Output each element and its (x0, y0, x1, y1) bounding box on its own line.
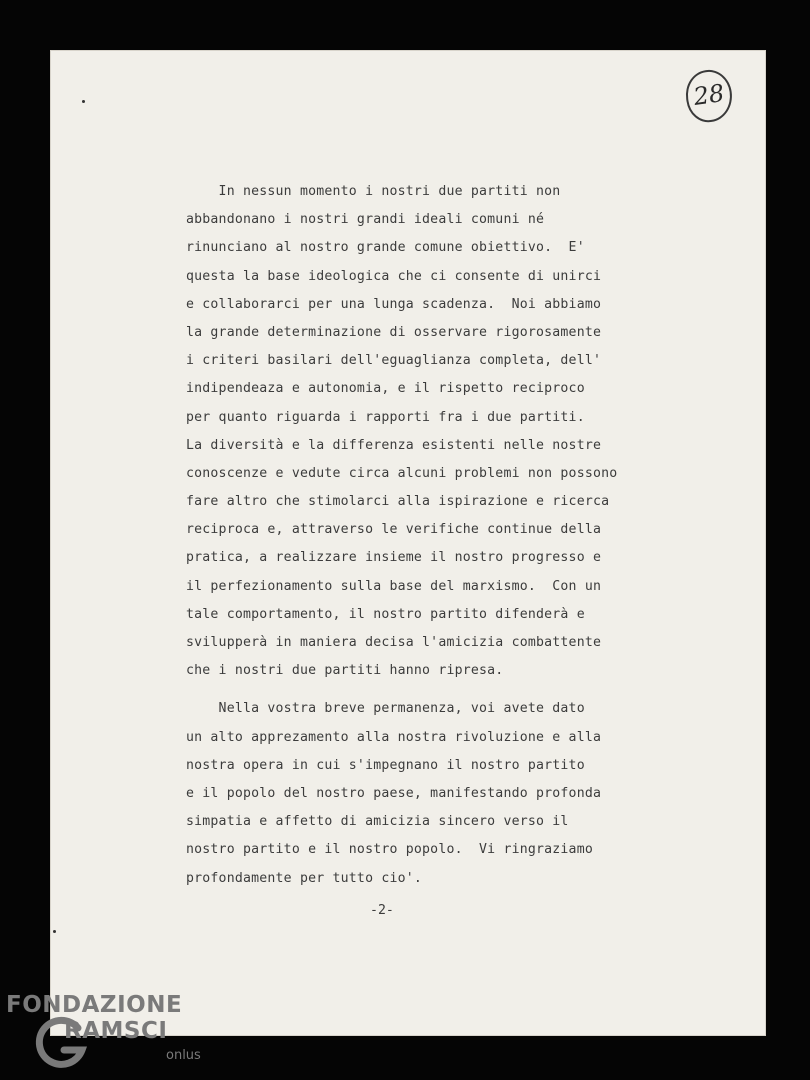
text-line: nostro partito e il nostro popolo. Vi ringraziamo (186, 842, 593, 858)
text-line: per quanto riguarda i rapporti fra i due partiti. (186, 409, 585, 425)
text-line: e collaborarci per una lunga scadenza. Noi abbiamo (186, 296, 602, 312)
fondazione-gramsci-watermark (6, 992, 206, 1076)
text-line: simpatia e affetto di amicizia sincero verso il (186, 814, 569, 830)
text-line: tale comportamento, il nostro partito difenderà e (186, 606, 585, 622)
text-line: nostra opera in cui s'impegnano il nostro partito (186, 757, 585, 773)
scan-speck (53, 930, 56, 933)
watermark-line2: RAMSCI (64, 1018, 168, 1044)
text-line: un alto apprezamento alla nostra rivoluzione e alla (186, 729, 602, 745)
text-line: pratica, a realizzare insieme il nostro progresso e (186, 550, 602, 566)
text-line: conoscenze e vedute circa alcuni problemi non possono (186, 465, 618, 481)
scan-speck (82, 100, 85, 103)
text-line: In nessun momento i nostri due partiti non (186, 184, 561, 199)
text-line: fare altro che stimolarci alla ispirazione e ricerca (186, 494, 610, 510)
text-line: indipendeaza e autonomia, e il rispetto reciproco (186, 381, 585, 397)
text-line: la grande determinazione di osservare rigorosamente (186, 324, 602, 340)
text-line: svilupperà in maniera decisa l'amicizia combattente (186, 635, 602, 650)
watermark-line1: FONDAZIONE (6, 992, 183, 1018)
text-line: Nella vostra breve permanenza, voi avete dato (186, 701, 585, 717)
typed-letter-body (186, 178, 656, 893)
text-line: reciproca e, attraverso le verifiche continue della (186, 522, 602, 538)
text-line: abbandonano i nostri grandi ideali comuni né (186, 212, 545, 228)
watermark-suffix: onlus (166, 1048, 201, 1063)
text-line: questa la base ideologica che ci consente di unirci (186, 268, 602, 284)
text-line: che i nostri due partiti hanno ripresa. (186, 663, 504, 679)
text-line: i criteri basilari dell'eguaglianza completa, dell' (186, 353, 602, 369)
text-line: e il popolo del nostro paese, manifestando profonda (186, 785, 602, 801)
text-line: rinunciano al nostro grande comune obiettivo. E' (186, 240, 585, 256)
text-line: il perfezionamento sulla base del marxismo. Con un (186, 578, 602, 594)
folio-number: 28 (683, 67, 736, 125)
page-number: -2- (370, 903, 394, 918)
paragraph-gap (186, 685, 656, 695)
text-line: La diversità e la differenza esistenti nelle nostre (186, 437, 602, 453)
text-line: profondamente per tutto cio'. (186, 870, 423, 886)
